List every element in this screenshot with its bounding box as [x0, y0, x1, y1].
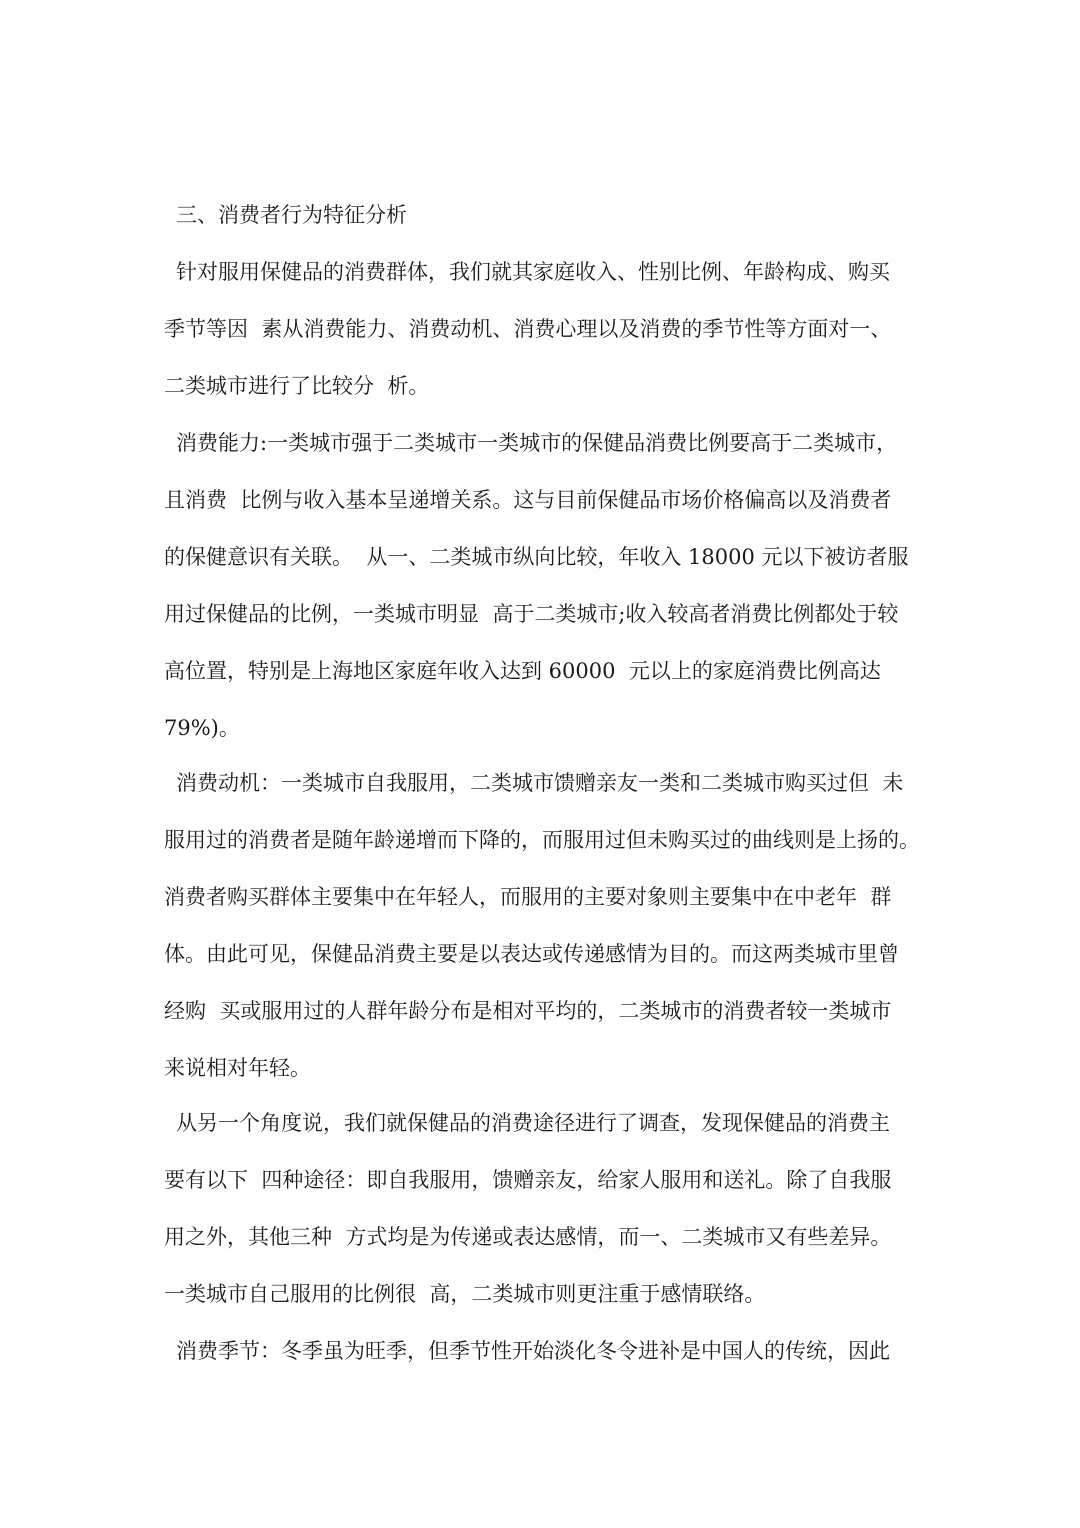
paragraph-line: 消费季节：冬季虽为旺季，但季节性开始淡化冬令进补是中国人的传统，因此	[176, 1339, 890, 1363]
paragraph-line: 二类城市进行了比较分 析。	[164, 374, 430, 398]
paragraph-line: 消费能力:一类城市强于二类城市一类城市的保健品消费比例要高于二类城市，	[176, 431, 898, 455]
paragraph-line: 一类城市自己服用的比例很 高，二类城市则更注重于感情联络。	[164, 1282, 766, 1306]
paragraph-line: 季节等因 素从消费能力、消费动机、消费心理以及消费的季节性等方面对一、	[164, 317, 892, 341]
paragraph-line: 针对服用保健品的消费群体，我们就其家庭收入、性别比例、年龄构成、购买	[176, 260, 890, 284]
paragraph-line: 的保健意识有关联。 从一、二类城市纵向比较，年收入 18000 元以下被访者服	[164, 545, 909, 569]
paragraph-line: 高位置，特别是上海地区家庭年收入达到 60000 元以上的家庭消费比例高达	[164, 659, 881, 683]
paragraph-line: 79%)。	[164, 716, 240, 740]
paragraph-line: 服用过的消费者是随年龄递增而下降的，而服用过但未购买过的曲线则是上扬的。	[164, 828, 920, 852]
section-heading: 三、消费者行为特征分析	[176, 203, 407, 227]
paragraph-line: 用过保健品的比例，一类城市明显 高于二类城市;收入较高者消费比例都处于较	[164, 602, 899, 626]
paragraph-line: 体。由此可见，保健品消费主要是以表达或传递感情为目的。而这两类城市里曾	[164, 942, 899, 966]
paragraph-line: 用之外，其他三种 方式均是为传递或表达感情，而一、二类城市又有些差异。	[164, 1225, 892, 1249]
paragraph-line: 消费者购买群体主要集中在年轻人，而服用的主要对象则主要集中在中老年 群	[164, 885, 892, 909]
paragraph-line: 经购 买或服用过的人群年龄分布是相对平均的，二类城市的消费者较一类城市	[164, 999, 892, 1023]
paragraph-line: 消费动机：一类城市自我服用，二类城市馈赠亲友一类和二类城市购买过但 未	[176, 771, 904, 795]
paragraph-line: 来说相对年轻。	[164, 1056, 311, 1080]
paragraph-line: 且消费 比例与收入基本呈递增关系。这与目前保健品市场价格偏高以及消费者	[164, 488, 892, 512]
paragraph-line: 从另一个角度说，我们就保健品的消费途径进行了调查，发现保健品的消费主	[176, 1111, 890, 1135]
paragraph-line: 要有以下 四种途径：即自我服用，馈赠亲友，给家人服用和送礼。除了自我服	[164, 1168, 892, 1192]
